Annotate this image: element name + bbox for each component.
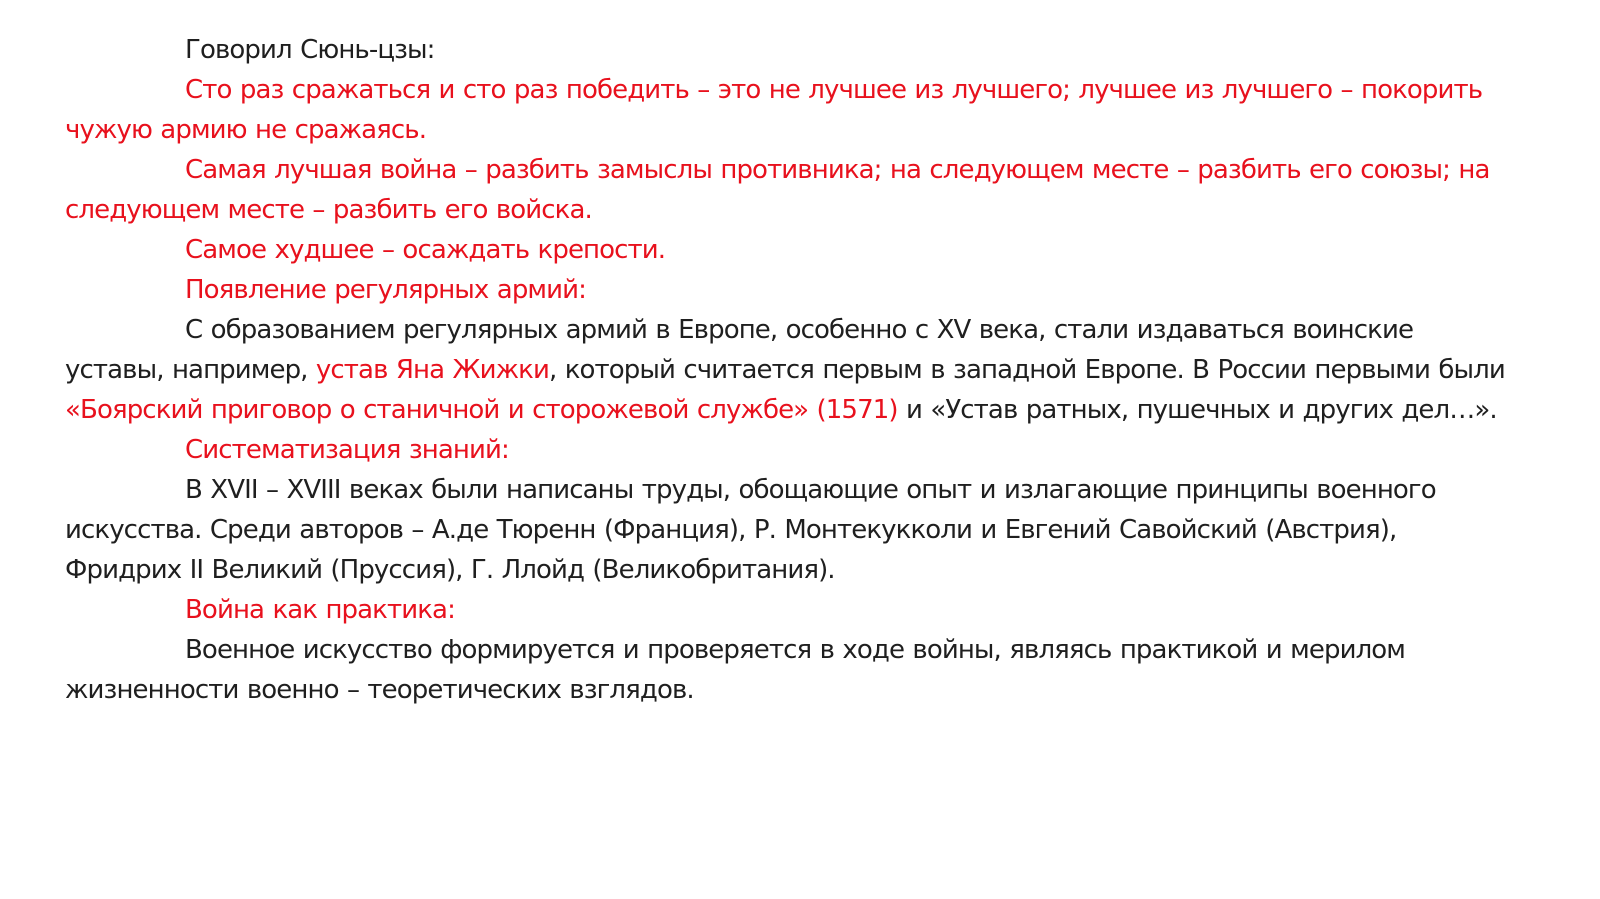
paragraph-regular-armies xyxy=(65,310,1510,430)
paragraph-systematization: В XVII – XVIII веках были написаны труды, обощающие опыт и излагающие принципы военного искусства. Среди авторов – А.де Тюренн (Франция), Р. Монтекукколи и Евгений Савойский (Австрия), Фридрих II Великий (Пруссия), Г. Ллойд (Великобритания). xyxy=(65,475,1436,585)
quote-intro: Говорил Сюнь-цзы: xyxy=(185,35,435,65)
quote-line-3: Самое худшее – осаждать крепости. xyxy=(185,235,666,265)
quote-line-1: Сто раз сражаться и сто раз победить – это не лучшее из лучшего; лучшее из лучшего – покорить чужую армию не сражаясь. xyxy=(65,75,1483,145)
slide-text-body xyxy=(65,30,1510,710)
heading-war-as-practice: Война как практика: xyxy=(185,595,455,625)
regular-armies-text-2: , который считается первым в западной Европе. В России первыми были xyxy=(548,355,1505,385)
heading-regular-armies: Появление регулярных армий: xyxy=(185,275,586,305)
regular-armies-text-3: и «Устав ратных, пушечных и других дел…». xyxy=(897,395,1497,425)
quote-line-2: Самая лучшая война – разбить замыслы противника; на следующем месте – разбить его союзы; на следующем месте – разбить его войска. xyxy=(65,155,1490,225)
heading-systematization: Систематизация знаний: xyxy=(185,435,509,465)
highlight-jan-zizka-charter: устав Яна Жижки xyxy=(315,355,549,385)
regular-armies-text-1: С образованием регулярных армий в Европе, особенно с XV века, стали издаваться воинские уставы, например, xyxy=(65,315,1414,385)
paragraph-war-as-practice: Военное искусство формируется и проверяется в ходе войны, являясь практикой и мерилом жизненности военно – теоретических взглядов. xyxy=(65,635,1406,705)
highlight-boyar-verdict: «Боярский приговор о станичной и сторожевой службе» (1571) xyxy=(65,395,898,425)
